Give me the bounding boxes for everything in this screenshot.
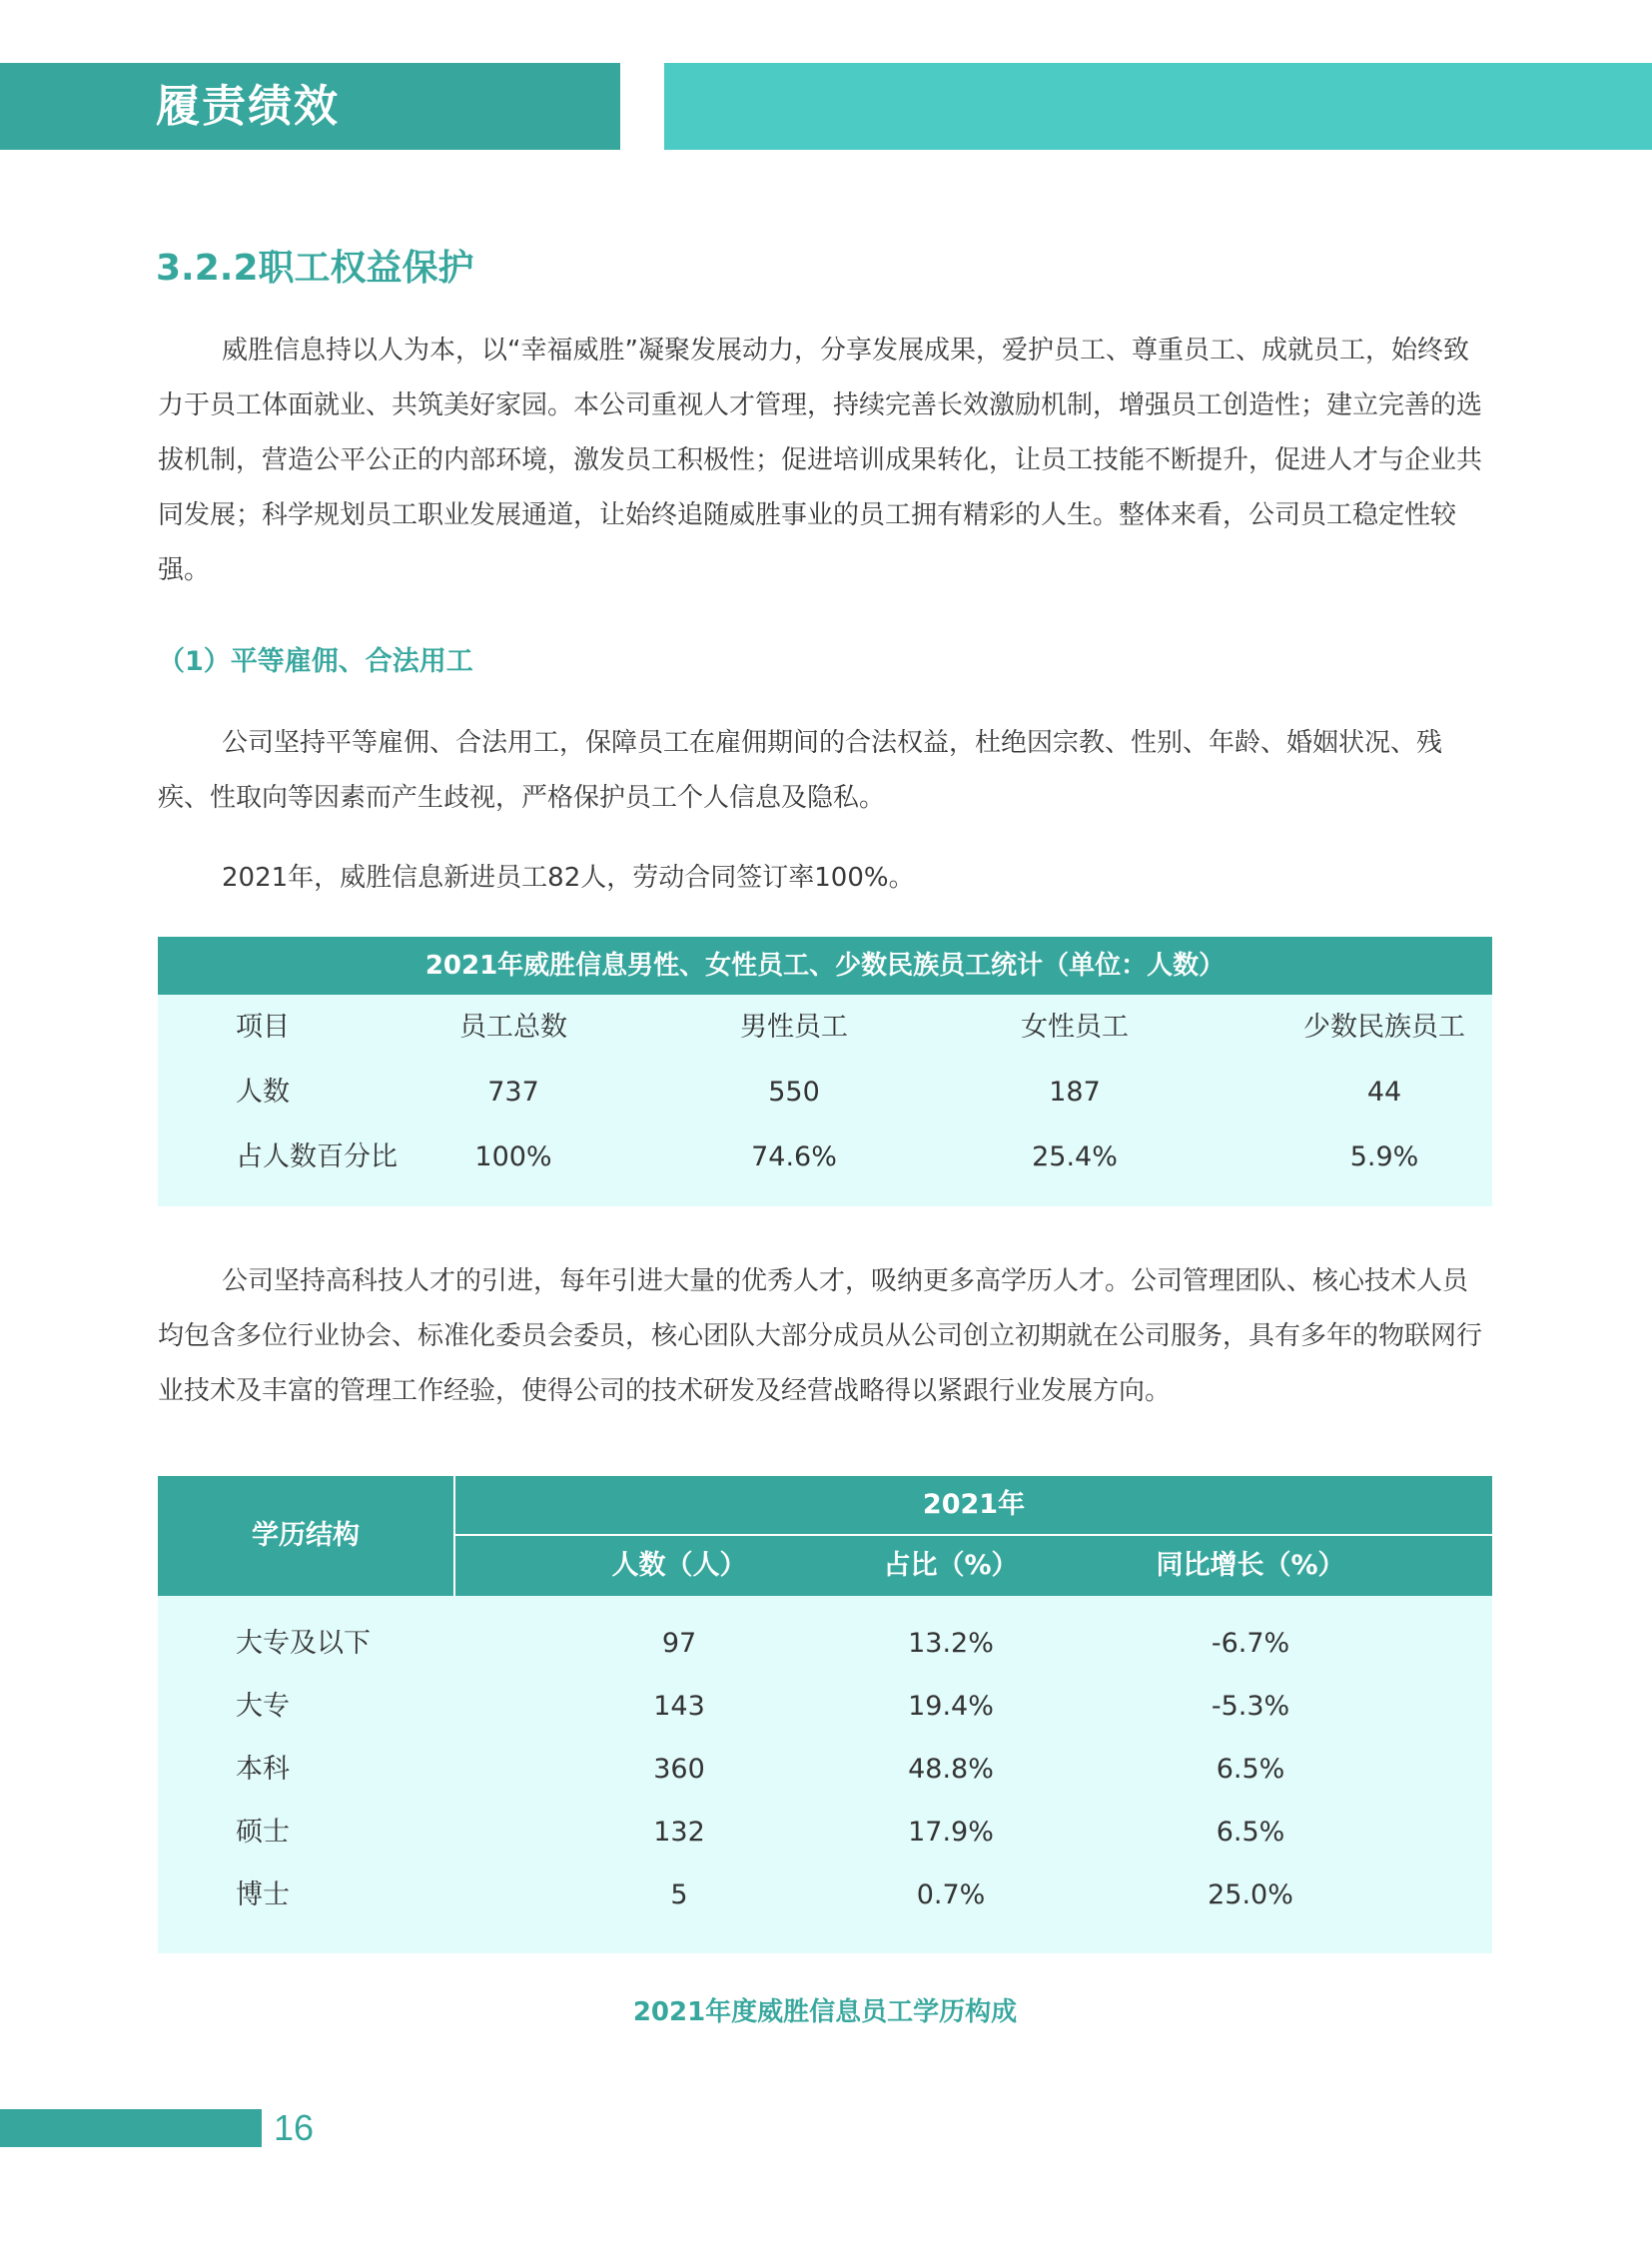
cell: 13.2% bbox=[908, 1628, 994, 1659]
cell: 132 bbox=[653, 1817, 705, 1848]
intro-paragraph: 威胜信息持以人为本，以“幸福威胜”凝聚发展动力，分享发展成果，爱护员工、尊重员工、成就员工，始终致力于员工体面就业、共筑美好家园。本公司重视人才管理，持续完善长效激励机制，增强员工创造性；建立完善的选拔机制，营造公平公正的内部环境，激发员工积极性；促进培训成果转化，让员工技能不断提升，促进人才与企业共同发展；科学规划员工职业发展通道，让始终追随威胜事业的员工拥有精彩的人生。整体来看，公司员工稳定性较强。 bbox=[158, 336, 1483, 585]
header-cell: 少数民族员工 bbox=[1303, 1012, 1465, 1043]
row-label: 占人数百分比 bbox=[236, 1141, 398, 1172]
cell: 5 bbox=[670, 1879, 688, 1910]
row-label: 硕士 bbox=[236, 1817, 290, 1848]
subsection-title: （1）平等雇佣、合法用工 bbox=[158, 646, 473, 677]
table-row bbox=[158, 1060, 1492, 1124]
cell: 360 bbox=[653, 1754, 705, 1785]
table-body bbox=[158, 1596, 1492, 1926]
header-cell: 项目 bbox=[236, 1012, 290, 1043]
cell: -5.3% bbox=[1211, 1691, 1290, 1722]
cell: 25.0% bbox=[1208, 1879, 1293, 1910]
header-accent-bar bbox=[664, 63, 1652, 150]
header-cell: 男性员工 bbox=[740, 1012, 848, 1043]
page-number: 16 bbox=[274, 2107, 315, 2148]
education-table bbox=[158, 1476, 1492, 1953]
table-row bbox=[158, 1675, 1492, 1738]
header-title: 履责绩效 bbox=[156, 81, 340, 132]
row-label: 本科 bbox=[236, 1754, 290, 1785]
cell: 17.9% bbox=[908, 1817, 994, 1848]
header-cell: 人数（人） bbox=[611, 1550, 747, 1581]
table-row bbox=[158, 1864, 1492, 1926]
education-table-caption: 2021年度威胜信息员工学历构成 bbox=[632, 1997, 1018, 2027]
cell: 143 bbox=[653, 1691, 705, 1722]
cell: 74.6% bbox=[751, 1141, 837, 1172]
new-hires-paragraph: 2021年，威胜信息新进员工82人，劳动合同签订率100%。 bbox=[222, 863, 915, 893]
table-header bbox=[158, 1476, 1492, 1596]
cell: 44 bbox=[1366, 1077, 1402, 1108]
equal-employment-paragraph: 公司坚持平等雇佣、合法用工，保障员工在雇佣期间的合法权益，杜绝因宗教、性别、年龄、婚姻状况、残疾、性取向等因素而产生歧视，严格保护员工个人信息及隐私。 bbox=[158, 728, 1443, 813]
row-label: 大专 bbox=[236, 1691, 290, 1722]
header-cell: 同比增长（%） bbox=[1156, 1550, 1345, 1581]
cell: 25.4% bbox=[1032, 1141, 1118, 1172]
header-banner bbox=[0, 63, 620, 150]
employee-stats-table bbox=[158, 937, 1492, 1206]
cell: 48.8% bbox=[908, 1754, 994, 1785]
cell: 100% bbox=[474, 1141, 552, 1172]
cell: 0.7% bbox=[916, 1879, 986, 1910]
footer-bar bbox=[0, 2109, 262, 2147]
table-header-row bbox=[158, 995, 1492, 1060]
section-title: 3.2.2职工权益保护 bbox=[156, 248, 474, 289]
header-cell: 占比（%） bbox=[883, 1550, 1019, 1581]
cell: 187 bbox=[1049, 1077, 1101, 1108]
table-caption: 2021年威胜信息男性、女性员工、少数民族员工统计（单位：人数） bbox=[158, 937, 1492, 995]
row-label: 人数 bbox=[236, 1077, 290, 1108]
header-cell: 员工总数 bbox=[459, 1012, 567, 1043]
header-cell: 女性员工 bbox=[1021, 1012, 1129, 1043]
table-row bbox=[158, 1612, 1492, 1675]
cell: 5.9% bbox=[1349, 1141, 1419, 1172]
cell: 6.5% bbox=[1216, 1754, 1285, 1785]
cell: 6.5% bbox=[1216, 1817, 1285, 1848]
row-label: 大专及以下 bbox=[236, 1628, 371, 1659]
cell: 737 bbox=[487, 1077, 539, 1108]
header-cell: 学历结构 bbox=[158, 1476, 455, 1596]
table-row bbox=[158, 1124, 1492, 1189]
cell: -6.7% bbox=[1211, 1628, 1290, 1659]
cell: 97 bbox=[661, 1628, 697, 1659]
cell: 19.4% bbox=[908, 1691, 994, 1722]
row-label: 博士 bbox=[236, 1879, 290, 1910]
table-row bbox=[158, 1738, 1492, 1801]
talent-paragraph: 公司坚持高科技人才的引进，每年引进大量的优秀人才，吸纳更多高学历人才。公司管理团队、核心技术人员均包含多位行业协会、标准化委员会委员，核心团队大部分成员从公司创立初期就在公司服务，具有多年的物联网行业技术及丰富的管理工作经验，使得公司的技术研发及经营战略得以紧跟行业发展方向。 bbox=[158, 1266, 1483, 1406]
header-cell: 2021年 bbox=[455, 1476, 1492, 1536]
cell: 550 bbox=[768, 1077, 820, 1108]
table-row bbox=[158, 1801, 1492, 1864]
